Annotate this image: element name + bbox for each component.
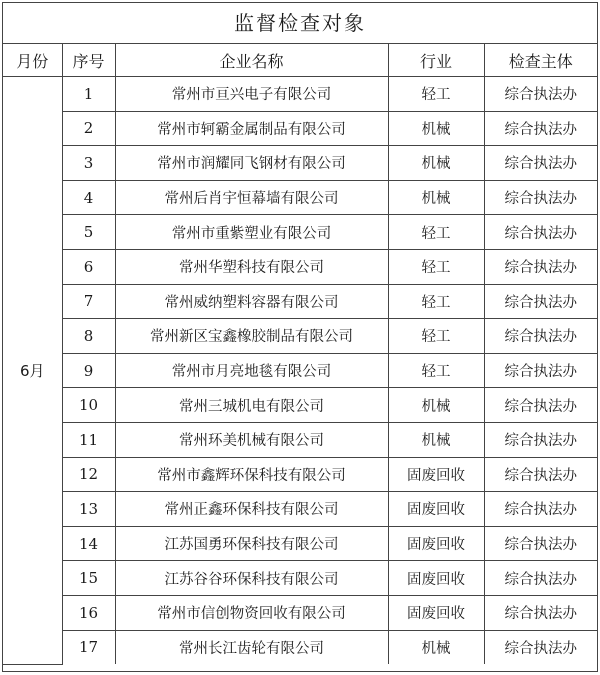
inspector-cell: 综合执法办 <box>484 353 597 388</box>
header-month: 月份 <box>3 44 62 77</box>
company-cell: 江苏谷谷环保科技有限公司 <box>115 561 388 596</box>
table-row <box>3 146 597 181</box>
company-cell: 常州市重紫塑业有限公司 <box>115 215 388 250</box>
seq-cell: 5 <box>62 215 115 250</box>
table-row <box>3 630 597 664</box>
inspector-cell: 综合执法办 <box>484 111 597 146</box>
inspector-cell: 综合执法办 <box>484 595 597 630</box>
header-seq: 序号 <box>62 44 115 77</box>
table-row <box>3 249 597 284</box>
industry-cell: 固废回收 <box>388 492 484 527</box>
industry-cell: 机械 <box>388 146 484 181</box>
inspector-cell: 综合执法办 <box>484 422 597 457</box>
table-row <box>3 388 597 423</box>
industry-cell: 轻工 <box>388 353 484 388</box>
seq-cell: 15 <box>62 561 115 596</box>
header-inspector: 检查主体 <box>484 44 597 77</box>
industry-cell: 轻工 <box>388 284 484 319</box>
seq-cell: 13 <box>62 492 115 527</box>
table-row <box>3 457 597 492</box>
table-body <box>3 77 597 665</box>
seq-cell: 1 <box>62 77 115 112</box>
table-row <box>3 284 597 319</box>
inspector-cell: 综合执法办 <box>484 630 597 664</box>
industry-cell: 固废回收 <box>388 561 484 596</box>
seq-cell: 6 <box>62 249 115 284</box>
industry-cell: 固废回收 <box>388 526 484 561</box>
month-cell: 6月 <box>3 77 62 665</box>
table-title: 监督检查对象 <box>3 3 597 44</box>
header-industry: 行业 <box>388 44 484 77</box>
seq-cell: 16 <box>62 595 115 630</box>
table-row <box>3 111 597 146</box>
table-row <box>3 595 597 630</box>
company-cell: 常州市月亮地毯有限公司 <box>115 353 388 388</box>
industry-cell: 机械 <box>388 111 484 146</box>
seq-cell: 14 <box>62 526 115 561</box>
table-row <box>3 77 597 112</box>
inspector-cell: 综合执法办 <box>484 561 597 596</box>
table-row <box>3 422 597 457</box>
industry-cell: 固废回收 <box>388 457 484 492</box>
company-cell: 常州新区宝鑫橡胶制品有限公司 <box>115 319 388 354</box>
company-cell: 常州市亘兴电子有限公司 <box>115 77 388 112</box>
table-row <box>3 353 597 388</box>
company-cell: 常州华塑科技有限公司 <box>115 249 388 284</box>
seq-cell: 8 <box>62 319 115 354</box>
seq-cell: 3 <box>62 146 115 181</box>
company-cell: 常州市鑫辉环保科技有限公司 <box>115 457 388 492</box>
seq-cell: 4 <box>62 180 115 215</box>
company-cell: 常州长江齿轮有限公司 <box>115 630 388 664</box>
seq-cell: 12 <box>62 457 115 492</box>
inspector-cell: 综合执法办 <box>484 492 597 527</box>
inspector-cell: 综合执法办 <box>484 249 597 284</box>
company-cell: 常州市润耀同飞钢材有限公司 <box>115 146 388 181</box>
seq-cell: 10 <box>62 388 115 423</box>
seq-cell: 7 <box>62 284 115 319</box>
table-row <box>3 526 597 561</box>
company-cell: 常州威纳塑料容器有限公司 <box>115 284 388 319</box>
company-cell: 常州正鑫环保科技有限公司 <box>115 492 388 527</box>
industry-cell: 轻工 <box>388 215 484 250</box>
inspection-table-sheet <box>2 2 598 672</box>
table-row <box>3 319 597 354</box>
seq-cell: 2 <box>62 111 115 146</box>
company-cell: 常州三城机电有限公司 <box>115 388 388 423</box>
company-cell: 江苏国勇环保科技有限公司 <box>115 526 388 561</box>
company-cell: 常州市轲霸金属制品有限公司 <box>115 111 388 146</box>
inspector-cell: 综合执法办 <box>484 284 597 319</box>
inspector-cell: 综合执法办 <box>484 319 597 354</box>
industry-cell: 轻工 <box>388 319 484 354</box>
inspector-cell: 综合执法办 <box>484 215 597 250</box>
company-cell: 常州环美机械有限公司 <box>115 422 388 457</box>
seq-cell: 17 <box>62 630 115 664</box>
seq-cell: 11 <box>62 422 115 457</box>
industry-cell: 机械 <box>388 388 484 423</box>
inspector-cell: 综合执法办 <box>484 77 597 112</box>
seq-cell: 9 <box>62 353 115 388</box>
table-row <box>3 215 597 250</box>
inspector-cell: 综合执法办 <box>484 526 597 561</box>
header-company: 企业名称 <box>115 44 388 77</box>
inspector-cell: 综合执法办 <box>484 457 597 492</box>
inspector-cell: 综合执法办 <box>484 146 597 181</box>
inspector-cell: 综合执法办 <box>484 388 597 423</box>
header-row <box>3 44 597 77</box>
inspector-cell: 综合执法办 <box>484 180 597 215</box>
company-cell: 常州后肖宇恒幕墙有限公司 <box>115 180 388 215</box>
industry-cell: 轻工 <box>388 77 484 112</box>
table-row <box>3 561 597 596</box>
table-row <box>3 492 597 527</box>
company-cell: 常州市信创物资回收有限公司 <box>115 595 388 630</box>
industry-cell: 轻工 <box>388 249 484 284</box>
industry-cell: 固废回收 <box>388 595 484 630</box>
inspection-table <box>3 44 597 665</box>
industry-cell: 机械 <box>388 630 484 664</box>
industry-cell: 机械 <box>388 422 484 457</box>
industry-cell: 机械 <box>388 180 484 215</box>
table-row <box>3 180 597 215</box>
